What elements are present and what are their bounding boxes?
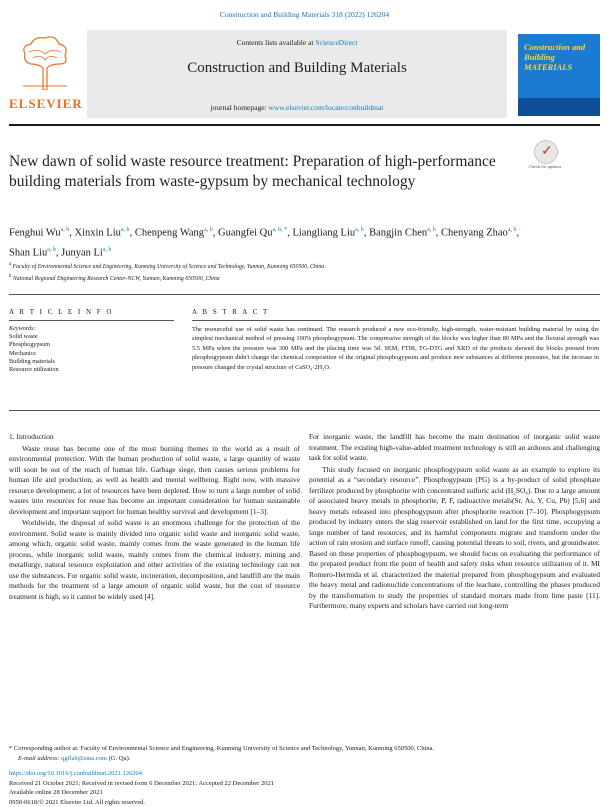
keyword-item: Building materials: [9, 358, 169, 366]
affiliation-marker: b: [9, 274, 11, 279]
contents-line: [87, 38, 507, 47]
header-divider: [9, 124, 600, 126]
cover-title: Construction and Building MATERIALS: [524, 42, 596, 72]
affiliations: [9, 260, 569, 284]
affiliation-text: National Regional Engineering Research Center-NCW, Yunnan, Kunming 650500, China: [13, 276, 220, 282]
author-name[interactable]: Junyan Li: [61, 247, 103, 258]
affiliation-marker: a: [9, 262, 11, 267]
email-suffix: (G. Qu).: [107, 755, 130, 762]
abstract-bottom-divider: [9, 410, 600, 411]
affiliation-divider: [9, 294, 600, 295]
journal-header: [9, 30, 600, 118]
homepage-link[interactable]: www.elsevier.com/locate/conbuildmat: [269, 103, 384, 112]
article-info-divider: [9, 320, 174, 321]
author-affil-marker[interactable]: a, b, *: [273, 227, 288, 233]
affiliation-text: Faculty of Environmental Science and Engineering, Kunming University of Science and Technology, Yunnan, Kunming 650500, China: [13, 264, 325, 270]
author-name[interactable]: Xinxin Liu: [75, 228, 121, 239]
journal-reference[interactable]: Construction and Building Materials 318 (2022) 126204: [0, 10, 609, 19]
received-dates: Received 21 October 2021; Received in revised form 6 December 2021; Accepted 22 December 2021: [9, 779, 600, 789]
check-updates-label: Check for updates: [528, 164, 562, 170]
author-name[interactable]: Liangliang Liu: [292, 228, 355, 239]
author-affil-marker[interactable]: a, b: [121, 227, 130, 233]
author-affil-marker[interactable]: a, b: [204, 227, 213, 233]
author-name[interactable]: Bangjin Chen: [369, 228, 427, 239]
keyword-item: Mechanics: [9, 350, 169, 358]
abstract-text: The resourceful use of solid waste has continued. The research produced a new eco-friendly, high-strength, water-resistant building material by using the simplest mechanical method of pressing 100% phosphogypsum. The compressive strength of the blocks was higher than 80 MPa and the flexural strength was 5.5 MPa when the pressure was 300 MPa and the placing time was 5d. SEM, FTIR, TG-DTG and XRD of the products showed the blocks pressed from phosphogypsum didn't change the chemical composition of the original phosphogypsum and produce new substances at different pressures, but the increase in pressure changed the crystal structure of CaSO₄·2H₂O.: [192, 325, 599, 372]
body-paragraph: For inorganic waste, the landfill has become the main destination of inorganic solid waste treatment. The existing high-value-added treatment technology is still an arduous and challenging task for solid waste.: [309, 432, 600, 464]
author-name[interactable]: Shan Liu: [9, 247, 47, 258]
check-for-updates-badge[interactable]: [528, 140, 562, 182]
elsevier-tree-icon: [19, 34, 71, 90]
author-name[interactable]: Chenyang Zhao: [441, 228, 508, 239]
journal-title[interactable]: Construction and Building Materials: [87, 60, 507, 77]
body-column-right: [309, 432, 600, 613]
author-affil-marker[interactable]: a, b: [103, 247, 112, 253]
author-name[interactable]: Chenpeng Wang: [135, 228, 204, 239]
body-column-left: [9, 432, 300, 603]
author-affil-marker[interactable]: a, b: [355, 227, 364, 233]
author-name[interactable]: Fenghui Wu: [9, 228, 61, 239]
copyright: 0950-0618/© 2021 Elsevier Ltd. All rights reserved.: [9, 798, 600, 807]
keywords-block: [9, 325, 169, 374]
author-list: Fenghui Wu$^{a, b}$, Xinxin Liu$^{a, b}$, Chenpeng Wang$^{a, b}$, Guangfei $Qu^{a, b, *}$, Liangliang Liu$^{a, b}$, Bangjin Chen$^{a, b}$, Chenyang Zhao$^{a, b}$, Shan Liu$^{a, b}$, Junyan Li$^{a, b}$: [9, 222, 529, 261]
check-updates-icon: ✓: [534, 140, 558, 164]
section-title: 1. Introduction: [9, 432, 300, 443]
homepage-prefix: journal homepage:: [211, 103, 269, 112]
journal-cover[interactable]: [518, 34, 600, 116]
elsevier-logo[interactable]: [9, 30, 81, 118]
contents-prefix: Contents lists available at: [237, 38, 316, 47]
author-affil-marker[interactable]: a, b: [508, 227, 517, 233]
corresponding-author-note: [9, 744, 600, 754]
article-info-heading: A R T I C L E I N F O: [9, 308, 114, 316]
author-affil-marker[interactable]: a, b: [61, 227, 70, 233]
body-paragraph: Waste reuse has become one of the most burning themes in the world as a result of environmental protection. With the human production of solid waste, a large quantity of waste will soon be out of the reach of human life. Garbage siege, then causes serious problems for human life and production, as well as health and mental wellbeing. Right now, with massive resource development, a lot of resources have been depleted. How to turn a large number of solid wastes into resources for reuse has become an important consideration for human sustainable development and important support for human healthy survival and development [1–3].: [9, 444, 300, 518]
abstract-divider: [192, 320, 600, 321]
abstract-heading: A B S T R A C T: [192, 308, 269, 316]
author-affil-marker[interactable]: a, b: [47, 247, 56, 253]
author-affil-marker[interactable]: a, b: [427, 227, 436, 233]
affiliation-item: [9, 260, 569, 272]
affiliation-item: [9, 272, 569, 284]
keyword-item: Phosphogypsum: [9, 341, 169, 349]
email-link[interactable]: qgflab@sina.com: [61, 755, 107, 762]
author-name[interactable]: Guangfei Qu: [218, 228, 273, 239]
sciencedirect-link[interactable]: ScienceDirect: [315, 38, 357, 47]
email-label: E-mail address:: [18, 755, 59, 762]
publication-info: [9, 744, 600, 807]
body-paragraph: Worldwide, the disposal of solid waste is an enormous challenge for the protection of the environment. Solid waste is mainly divided into organic solid waste and inorganic solid waste, among which, organic solid waste, mainly comes from the waste generated in the human life process, while inorganic solid waste, mainly comes from the chemical industry, mining and metallurgy, natural resource exploitation and other activities of the existing technology can not use the substances. For organic solid waste, incineration, decomposition, and landfill are the main methods for the treatment of a large amount of organic solid waste, but the cost of resource treatment is high, so it cannot be widely used [4].: [9, 518, 300, 602]
journal-homepage: [87, 103, 507, 112]
available-online: Available online 28 December 2021: [9, 788, 600, 798]
masthead: [87, 30, 507, 118]
paper-title: New dawn of solid waste resource treatment: Preparation of high-performance building materials from waste-gypsum by mechanical technology: [9, 152, 509, 192]
keyword-item: Resource utilization: [9, 366, 169, 374]
corresponding-author-text: * Corresponding author at: Faculty of Environmental Science and Engineering, Kunming University of Science and Technology, Yunnan, Kunming 650500, China.: [9, 745, 434, 752]
cover-band: [518, 98, 600, 116]
body-paragraph: This study focused on inorganic phosphogypsum solid waste as an example to explore its potential as a “secondary resource”. Phosphogypsum (PG) is a by-product of solid phosphate fertilizer produced by phosphorite with concentrated sulfuric acid (H₂SO₄). Due to a large amount of associated heavy metals in phosphorite, P, F, radioactive metals(Sr, As, Y, Cu, Pb) [5,6] and heavy metals released into phosphogypsum after phosphorite reaction [7–10]. Phosphogypsum produced by industry enters the slag reservoir established on land for the first time, occupying a large number of land resources, and its harmful components migrate and transform under the action of rain erosion and surface runoff, causing potential threats to soil, rivers, and groundwater. Based on these properties of phosphogypsum, we should focus on evaluating the performance of the prepared product from the point of health and safety risks when resource utilization of it. MI Romero-Hermida et al. characterized the material prepared from phosphogypsum and evaluated the heavy metal and radionuclide concentrations of the leachate, controlling the phases produced by the transformation to study the properties of standard mortars made from lime paste [11]. Furthermore, many experts and scholars have carried out long-term: [309, 465, 600, 612]
email-line: [9, 754, 600, 764]
keywords-label: Keywords:: [9, 325, 169, 333]
doi-link[interactable]: https://doi.org/10.1016/j.conbuildmat.2021.126204: [9, 770, 142, 777]
keyword-item: Solid waste: [9, 333, 169, 341]
publisher-name: ELSEVIER: [9, 96, 81, 112]
